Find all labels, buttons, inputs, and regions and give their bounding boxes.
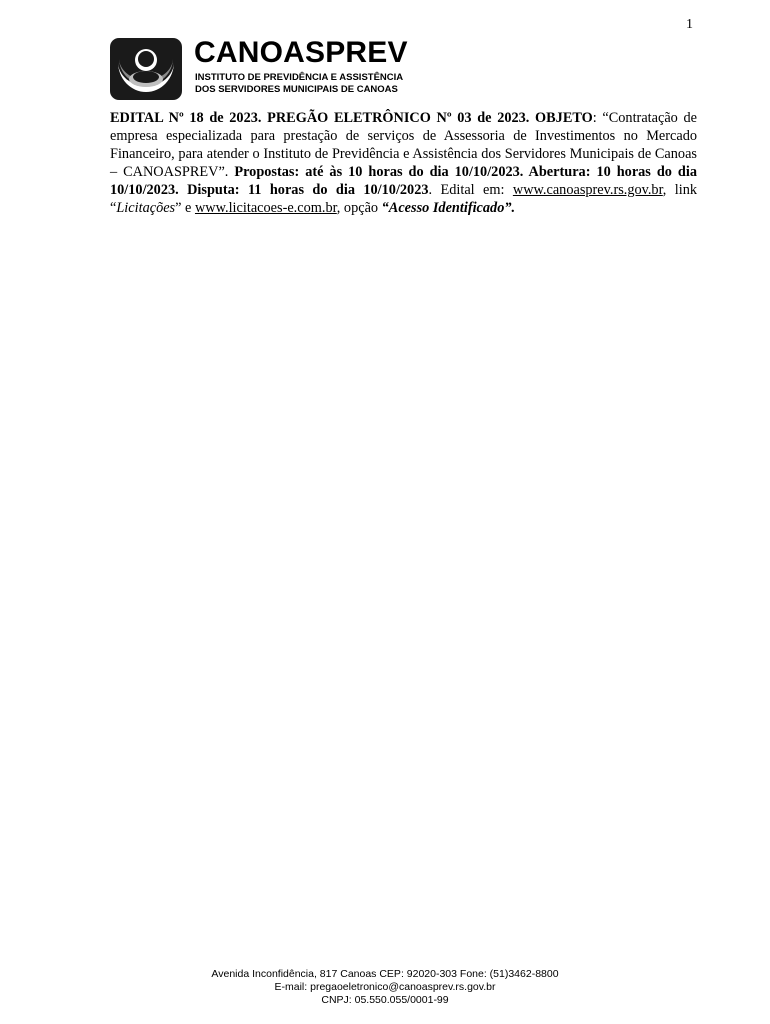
notice-schedule: Propostas: até às 10 horas do dia 10/10/2023. Abertura: 10 horas do dia 10/10/2023. Disputa: 11 horas do dia 10/10/2023 [110,164,697,198]
notice-option-text: , opção [336,200,382,216]
page-footer [0,968,770,1007]
notice-paragraph [110,109,697,217]
notice-option-name: “Acesso Identificado”. [381,200,516,216]
canoasprev-logo-icon [110,38,182,100]
footer-address: Avenida Inconfidência, 817 Canoas CEP: 92020-303 Fone: (51)3462-8800 [211,968,559,980]
licitacoes-link[interactable]: www.licitacoes-e.com.br [194,200,337,216]
notice-link-name: Licitações [116,200,176,216]
page-number: 1 [686,17,693,32]
notice-object: : “Contratação de empresa especializada para prestação de serviços de Assessoria de Investimentos no Mercado Financeiro, para atender o Instituto de Previdência e Assistência dos Servidores Municipais de Canoas – CANOASPREV”. [110,110,697,180]
brand-subtitle [195,72,403,96]
notice-heading: EDITAL Nº 18 de 2023. PREGÃO ELETRÔNICO Nº 03 de 2023. OBJETO [110,110,593,126]
canoasprev-link[interactable]: www.canoasprev.rs.gov.br [512,182,663,198]
notice-edital-prefix: . Edital em: [428,182,513,198]
notice-link-pre: , link “ [110,182,697,216]
notice-link-mid: ” e [175,200,195,216]
brand-subtitle-line1: INSTITUTO DE PREVIDÊNCIA E ASSISTÊNCIA [195,72,404,83]
footer-email: E-mail: pregaoeletronico@canoasprev.rs.gov.br [274,981,496,993]
footer-cnpj: CNPJ: 05.550.055/0001-99 [321,994,449,1006]
brand-subtitle-line2: DOS SERVIDORES MUNICIPAIS DE CANOAS [195,84,398,95]
brand-name: CANOASPREV [194,36,408,69]
